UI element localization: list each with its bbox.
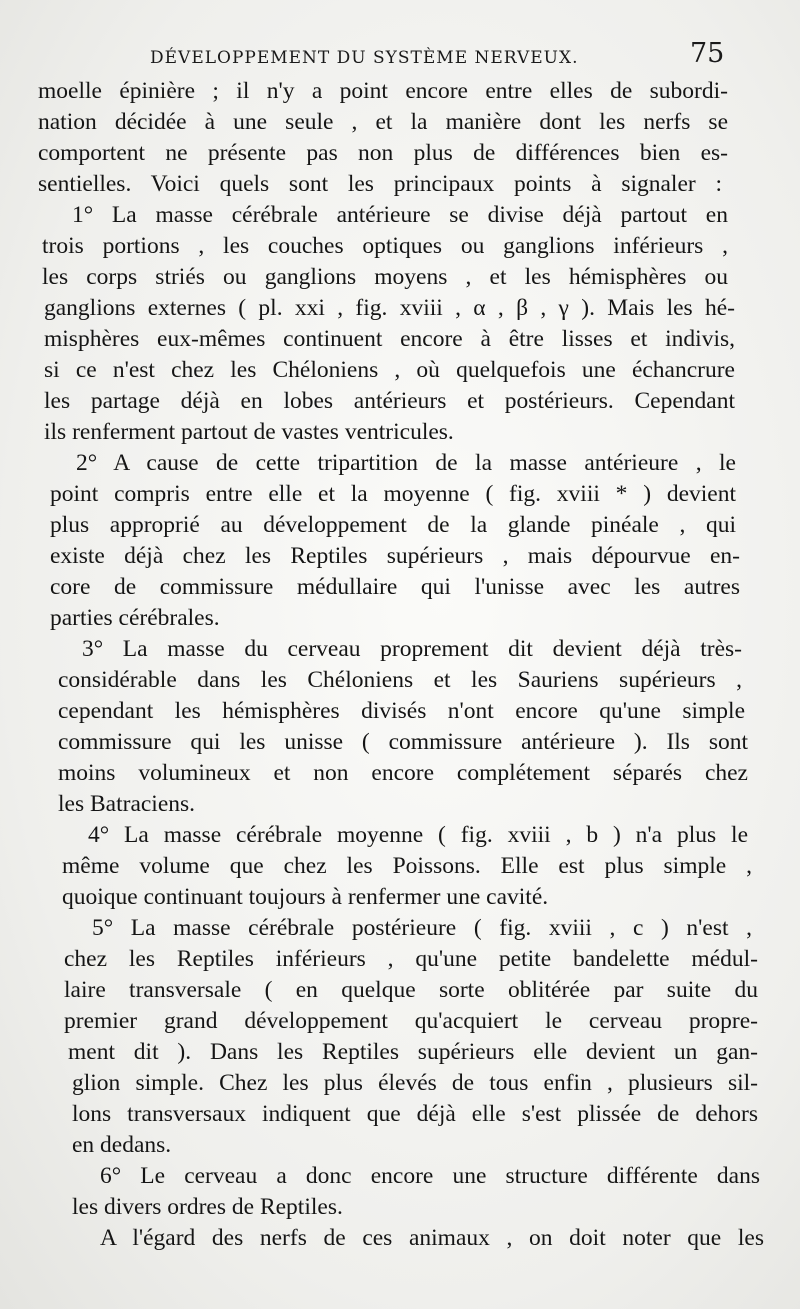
text-line: 1° La masse cérébrale antérieure se divise déjà partout en: [72, 202, 728, 228]
text-line: sentielles. Voici quels sont les principaux points à signaler :: [38, 171, 722, 197]
text-line: premier grand développement qu'acquiert le cerveau propre-: [64, 1008, 758, 1034]
text-line: misphères eux-mêmes continuent encore à être lisses et indivis,: [44, 326, 735, 352]
text-line: lons transversaux indiquent que déjà elle s'est plissée de dehors: [72, 1101, 758, 1127]
text-line: cependant les hémisphères divisés n'ont encore qu'une simple: [58, 698, 745, 724]
text-line: si ce n'est chez les Chéloniens , où quelquefois une échancrure: [44, 357, 735, 383]
text-line: existe déjà chez les Reptiles supérieurs , mais dépourvue en-: [50, 543, 740, 569]
text-line: les divers ordres de Reptiles.: [72, 1194, 343, 1220]
running-head: DÉVELOPPEMENT DU SYSTÈME NERVEUX.: [150, 48, 579, 68]
text-line: même volume que chez les Poissons. Elle est plus simple ,: [62, 853, 752, 879]
text-line: ment dit ). Dans les Reptiles supérieurs elle devient un gan-: [68, 1039, 758, 1065]
text-line: 3° La masse du cerveau proprement dit devient déjà très-: [82, 636, 742, 662]
text-line: ganglions externes ( pl. xxi , fig. xviii , α , β , γ ). Mais les hé-: [44, 295, 735, 321]
text-line: point compris entre elle et la moyenne ( fig. xviii * ) devient: [50, 481, 736, 507]
text-line: nation décidée à une seule , et la manière dont les nerfs se: [38, 109, 728, 135]
text-line: quoique continuant toujours à renfermer une cavité.: [62, 884, 549, 910]
text-line: considérable dans les Chéloniens et les Sauriens supérieurs ,: [58, 667, 742, 693]
text-line: moelle épinière ; il n'y a point encore entre elles de subordi-: [38, 78, 728, 104]
text-line: laire transversale ( en quelque sorte oblitérée par suite du: [64, 977, 758, 1003]
text-line: 6° Le cerveau a donc encore une structure différente dans: [100, 1163, 760, 1189]
text-line: glion simple. Chez les plus élevés de tous enfin , plusieurs sil-: [72, 1070, 758, 1096]
text-line: 4° La masse cérébrale moyenne ( fig. xviii , b ) n'a plus le: [88, 822, 748, 848]
text-line: parties cérébrales.: [50, 605, 220, 631]
text-line: les Batraciens.: [58, 791, 196, 817]
text-line: en dedans.: [72, 1132, 172, 1158]
text-line: trois portions , les couches optiques ou ganglions inférieurs ,: [42, 233, 728, 259]
text-line: moins volumineux et non encore complétement séparés chez: [58, 760, 748, 786]
page-number: 75: [690, 38, 725, 69]
text-line: ils renferment partout de vastes ventricules.: [44, 419, 454, 445]
text-line: core de commissure médullaire qui l'unisse avec les autres: [50, 574, 740, 600]
text-line: 2° A cause de cette tripartition de la masse antérieure , le: [76, 450, 736, 476]
text-line: comportent ne présente pas non plus de différences bien es-: [38, 140, 728, 166]
text-line: A l'égard des nerfs de ces animaux , on doit noter que les: [100, 1225, 764, 1251]
text-line: les partage déjà en lobes antérieurs et postérieurs. Cependant: [44, 388, 735, 414]
page-header: [0, 38, 800, 78]
text-line: commissure qui les unisse ( commissure antérieure ). Ils sont: [58, 729, 748, 755]
text-line: chez les Reptiles inférieurs , qu'une petite bandelette médul-: [64, 946, 758, 972]
text-line: plus approprié au développement de la glande pinéale , qui: [50, 512, 736, 538]
text-line: les corps striés ou ganglions moyens , et les hémisphères ou: [42, 264, 728, 290]
text-line: 5° La masse cérébrale postérieure ( fig. xviii , c ) n'est ,: [92, 915, 752, 941]
